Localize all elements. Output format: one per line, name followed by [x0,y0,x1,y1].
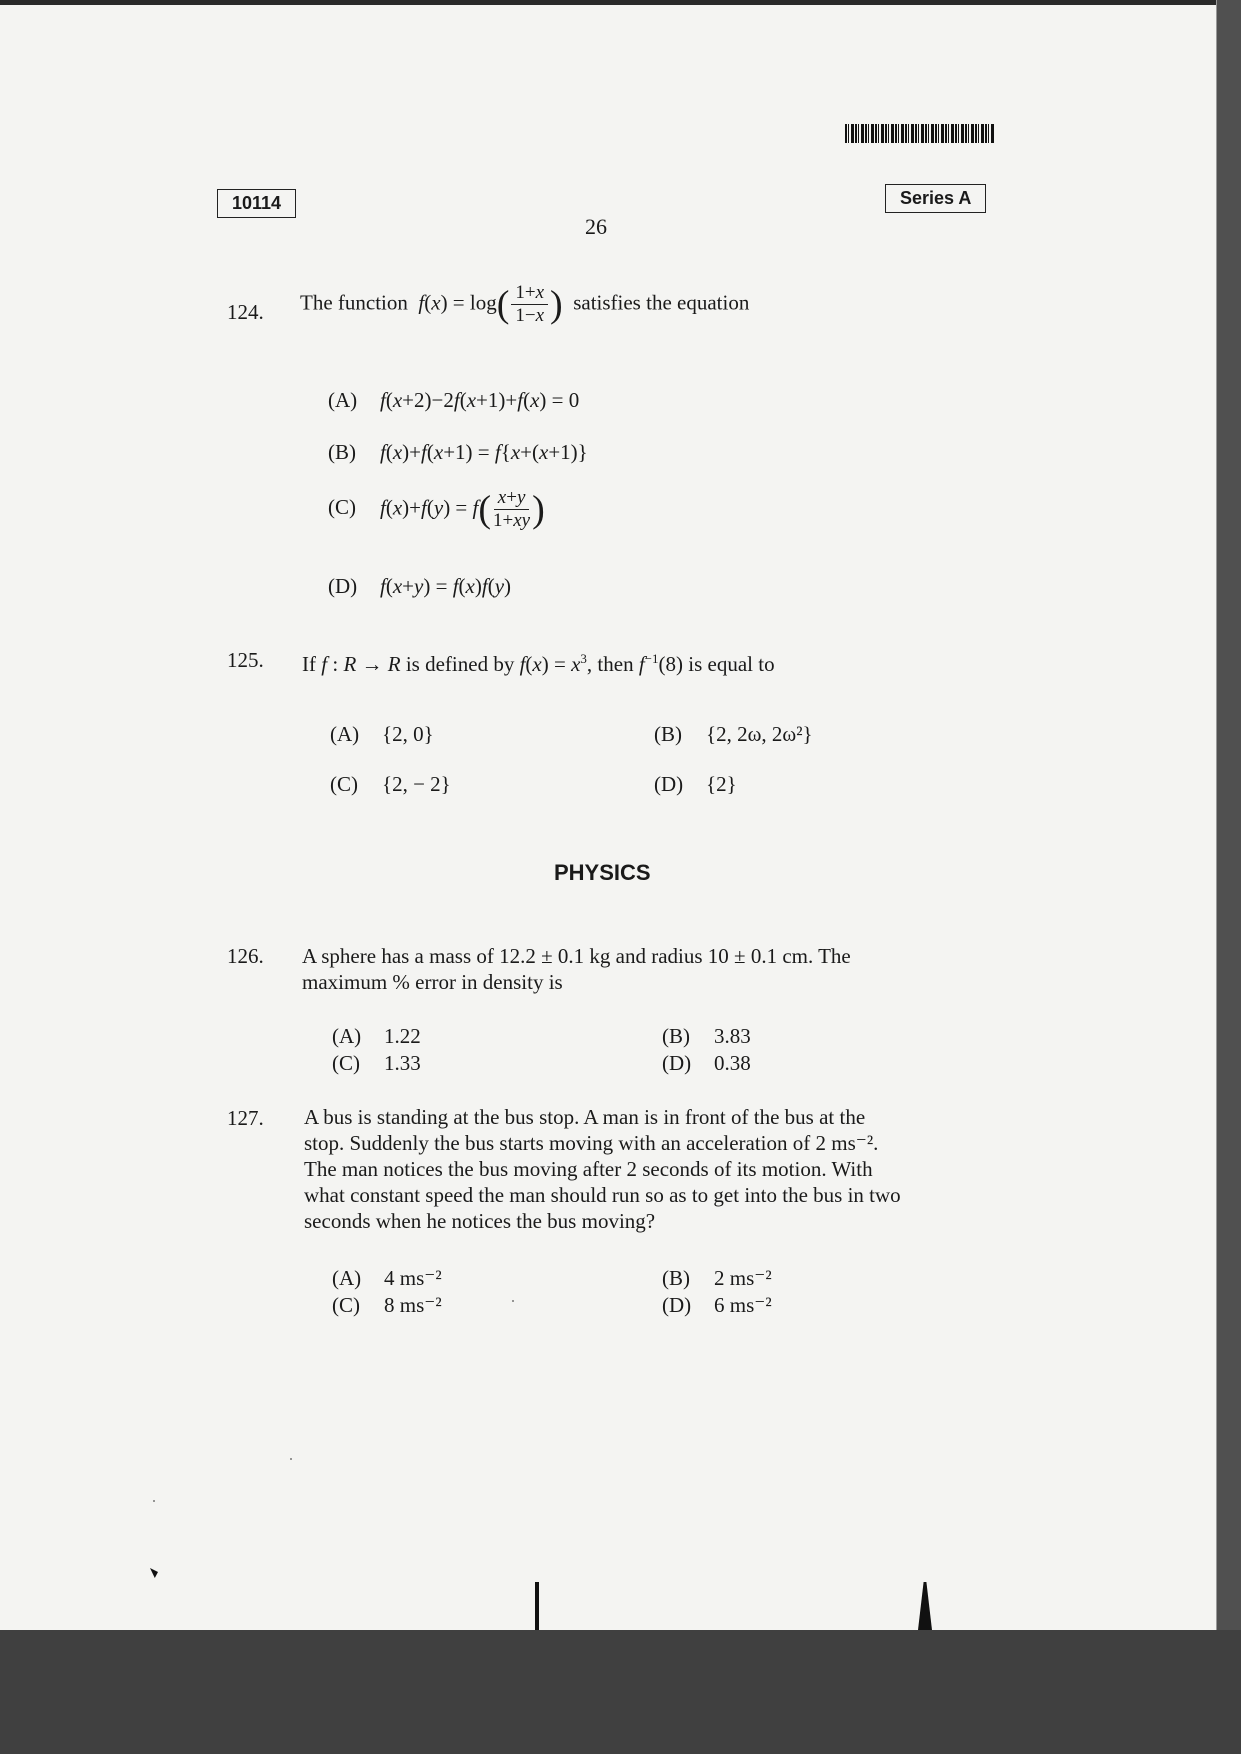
q127-option-c[interactable]: (C) 8 ms⁻² [332,1293,442,1317]
q125-option-a[interactable]: (A) {2, 0} [330,722,434,746]
scan-mark-left [535,1582,539,1630]
scanner-background-bottom [0,1630,1241,1754]
q125-number: 125. [227,648,264,672]
q125-option-c[interactable]: (C) {2, − 2} [330,772,451,796]
q126-option-a[interactable]: (A) 1.22 [332,1024,421,1048]
scan-top-edge [0,0,1217,5]
section-heading-physics: PHYSICS [554,860,651,885]
q126-line-1: A sphere has a mass of 12.2 ± 0.1 kg and radius 10 ± 0.1 cm. The [302,944,851,968]
scan-dust [153,1500,155,1502]
barcode [845,124,995,143]
paper-code-box: 10114 [217,189,296,218]
q127-line-1: A bus is standing at the bus stop. A man is in front of the bus at the [304,1105,866,1129]
q125-option-b[interactable]: (B) {2, 2ω, 2ω²} [654,722,813,746]
q125-option-d[interactable]: (D) {2} [654,772,737,796]
q126-line-2: maximum % error in density is [302,970,563,994]
q127-option-a[interactable]: (A) 4 ms⁻² [332,1266,442,1290]
q124-text-after: satisfies the equation [573,290,750,315]
scan-mark-right [918,1582,932,1630]
q127-line-4: what constant speed the man should run so as to get into the bus in two [304,1183,901,1207]
page-number: 26 [585,214,607,239]
q124-function-expr: f [413,290,425,315]
scanner-background-right [1217,0,1241,1630]
q125-stem: If f : R → R is defined by $f(x) = x^3$, then $f^{-1}(8)$ is equal to [302,651,775,676]
q127-line-5: seconds when he notices the bus moving? [304,1209,656,1233]
q124-option-c[interactable]: (C) f(x)+f(y) = f( $\frac{x+y}{1+xy}$ ) [328,487,545,531]
q124-option-b[interactable]: (B) f(x)+f(x+1) = f{x+(x+1)} [328,440,588,464]
q124-number: 124. [227,300,264,324]
q126-option-b[interactable]: (B) 3.83 [662,1024,751,1048]
scan-mark-corner [150,1568,158,1578]
q124-option-d[interactable]: (D) f(x+y) = f(x)f(y) [328,574,512,598]
series-box: Series A [885,184,986,213]
q127-number: 127. [227,1106,264,1130]
q127-line-3: The man notices the bus moving after 2 seconds of its motion. With [304,1157,873,1181]
q124-option-a[interactable]: (A) f(x+2)−2f(x+1)+f(x) = 0 [328,388,580,412]
q126-option-d[interactable]: (D) 0.38 [662,1051,751,1075]
q126-stem [302,943,851,995]
q127-stem [304,1104,901,1234]
q127-option-d[interactable]: (D) 6 ms⁻² [662,1293,772,1317]
q127-line-2: stop. Suddenly the bus starts moving with an acceleration of 2 ms⁻². [304,1131,879,1155]
q126-option-c[interactable]: (C) 1.33 [332,1051,421,1075]
q124-stem: The function f(x) = log( $\frac{1+x}{1-x}$ ) satisfies the equation [300,282,750,326]
q126-number: 126. [227,944,264,968]
q124-text-before: The function [300,290,408,315]
scan-dust [290,1458,292,1460]
q127-option-b[interactable]: (B) 2 ms⁻² [662,1266,772,1290]
scan-dust [512,1300,514,1302]
